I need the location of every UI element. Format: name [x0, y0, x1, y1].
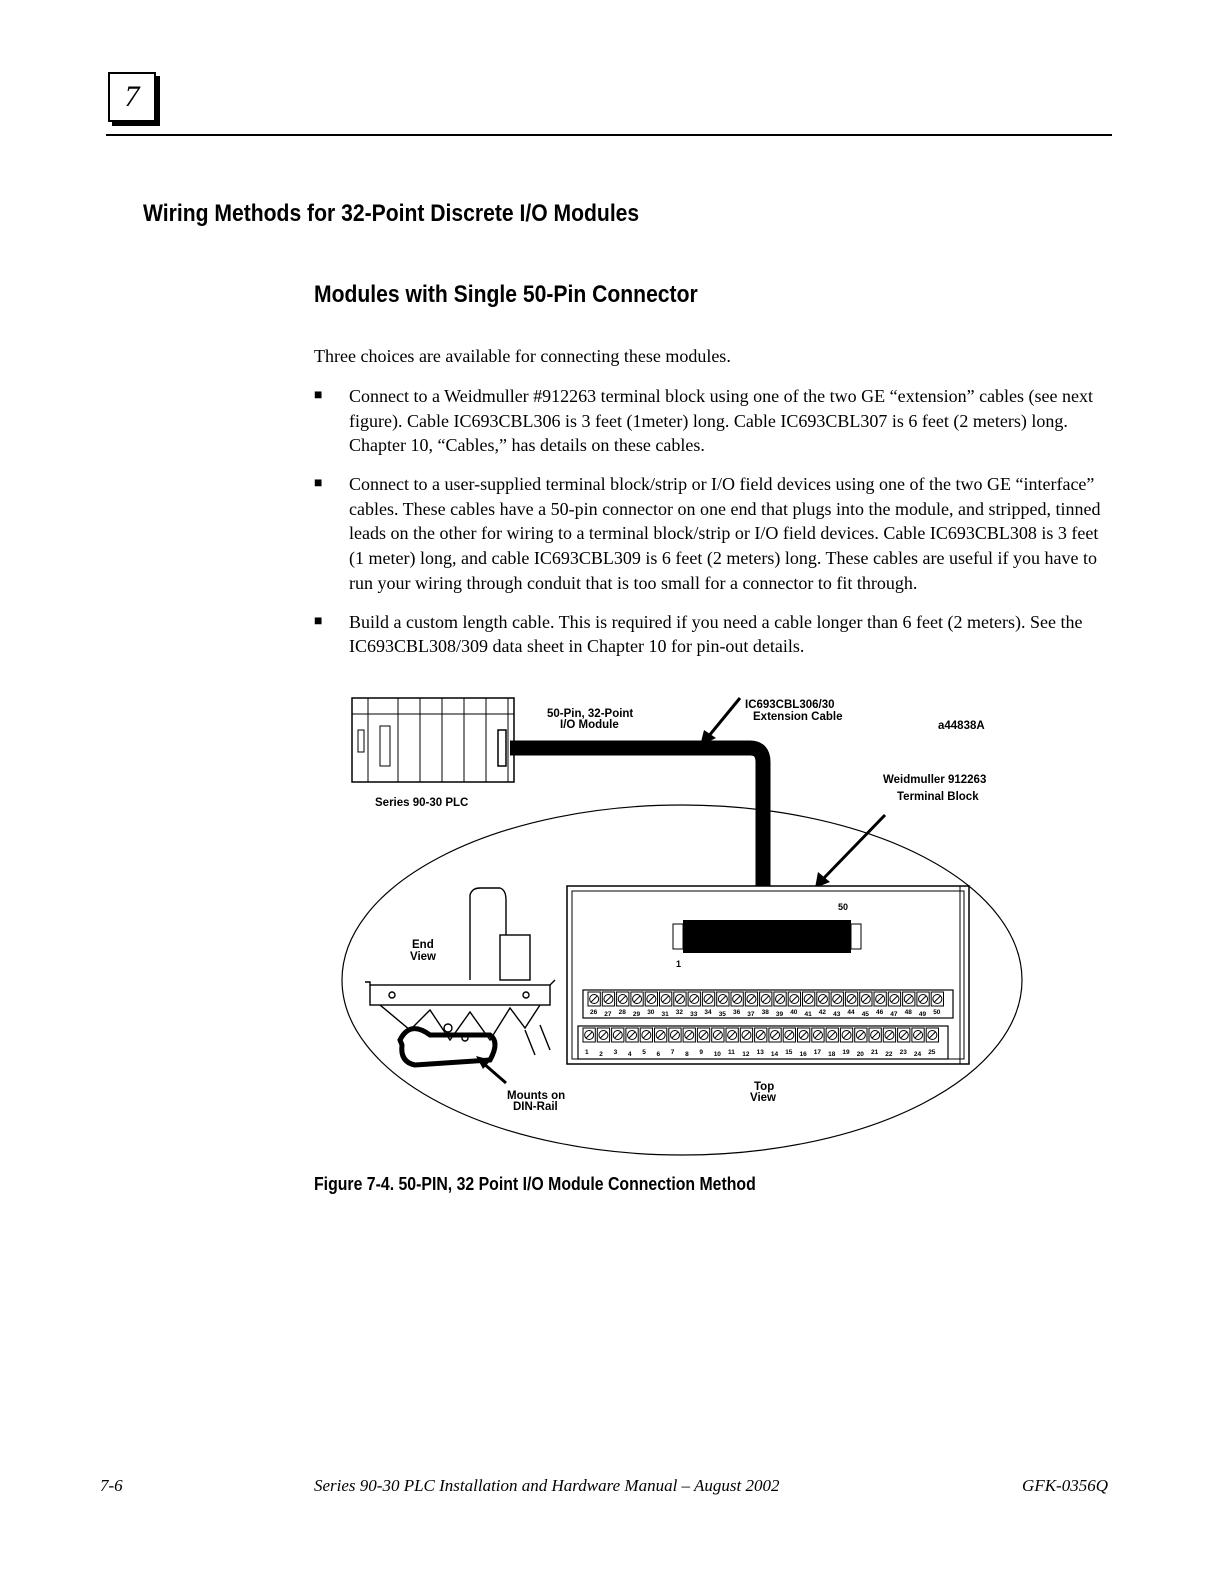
footer-page-number: 7-6 — [100, 1476, 123, 1495]
terminal-number: 4 — [627, 1051, 632, 1058]
terminal-number: 9 — [699, 1049, 704, 1056]
terminal-number: 50 — [933, 1009, 941, 1016]
terminal-number: 31 — [661, 1011, 669, 1018]
block-connector — [683, 920, 851, 953]
terminal-number: 33 — [690, 1011, 698, 1018]
connection-diagram — [340, 690, 1040, 1160]
figure-caption: Figure 7-4. 50-PIN, 32 Point I/O Module Connection Method — [314, 1174, 756, 1194]
terminal-number: 42 — [818, 1009, 827, 1016]
terminal-number: 47 — [890, 1011, 898, 1018]
terminal-number: 11 — [728, 1049, 735, 1056]
top-view-drawing — [567, 886, 969, 1064]
section-title: Wiring Methods for 32-Point Discrete I/O Modules — [143, 200, 640, 227]
terminal-number: 8 — [685, 1051, 689, 1058]
terminal-number: 21 — [871, 1049, 879, 1056]
terminal-number: 29 — [632, 1011, 641, 1018]
terminal-number: 5 — [642, 1049, 646, 1056]
terminal-number: 39 — [775, 1011, 784, 1018]
terminal-number: 3 — [613, 1049, 618, 1056]
top-view-label-line1: Top — [754, 1081, 775, 1093]
terminal-number: 44 — [847, 1009, 855, 1016]
terminal-number: 45 — [861, 1011, 869, 1018]
terminal-number: 41 — [804, 1011, 812, 1018]
plc-rack — [352, 698, 514, 782]
bullet-text: Build a custom length cable. This is required if you need a cable longer than 6 feet (2 meters). See the IC693CBL308/309 data sheet in Chapter 10 for pin-out details. — [349, 611, 1083, 657]
top-view-label-line2: View — [750, 1092, 776, 1104]
terminal-number: 26 — [590, 1009, 598, 1016]
subsection-title: Modules with Single 50-Pin Connector — [314, 281, 698, 308]
terminal-number: 14 — [770, 1051, 779, 1058]
terminal-number: 34 — [704, 1009, 712, 1016]
terminal-number: 15 — [785, 1049, 793, 1056]
block-label-line1: Weidmuller 912263 — [883, 774, 987, 786]
pin50-label: 50 — [838, 902, 849, 912]
bullet-item — [314, 472, 1114, 595]
terminal-number: 19 — [842, 1049, 850, 1056]
end-view-drawing — [365, 888, 555, 1065]
bullet-text: Connect to a user-supplied terminal block/strip or I/O field devices using one of the two GE “interface” cables. These cables have a 50-pin connector on one end that plugs into the module, and stripped, tinned leads on the other for wiring to a terminal block/strip or I/O field devices. Cable IC693CBL308 is 3 feet (1 meter) long, and cable IC693CBL309 is 6 feet (2 meters) long. These cables are useful if you have to run your wiring through conduit that is too small for a connector to fit through. — [349, 474, 1101, 593]
bullet-item — [314, 610, 1114, 659]
terminal-number: 22 — [885, 1051, 893, 1058]
terminal-number: 16 — [799, 1051, 807, 1058]
mounts-label-line2: DIN-Rail — [513, 1101, 558, 1113]
cable-arrow — [700, 698, 740, 746]
terminal-number: 43 — [833, 1011, 841, 1018]
intro-paragraph: Three choices are available for connecting these modules. — [314, 346, 731, 366]
terminal-number: 35 — [718, 1011, 726, 1018]
terminal-number: 24 — [913, 1051, 922, 1058]
footer-title: Series 90-30 PLC Installation and Hardware Manual – August 2002 — [314, 1476, 780, 1495]
end-view-label-line2: View — [410, 951, 436, 963]
terminal-number: 37 — [747, 1011, 755, 1018]
terminal-number: 38 — [761, 1009, 769, 1016]
terminal-number: 30 — [647, 1009, 655, 1016]
block-label-line2: Terminal Block — [897, 791, 979, 803]
terminal-number: 48 — [904, 1009, 912, 1016]
terminal-number: 32 — [675, 1009, 684, 1016]
terminal-number: 1 — [585, 1049, 589, 1056]
terminal-number: 6 — [656, 1051, 661, 1058]
terminal-number: 46 — [876, 1009, 884, 1016]
end-view-label-line1: End — [412, 939, 434, 951]
bullet-text: Connect to a Weidmuller #912263 terminal block using one of the two GE “extension” cables (see next figure). Cable IC693CBL306 is 3 feet (1meter) long. Cable IC693CBL307 is 6 feet (2 meters) long. Chapter 10, “Cables,” has details on these cables. — [349, 386, 1094, 456]
module-label-line1: 50-Pin, 32-Point — [547, 708, 634, 720]
footer-doc-id: GFK-0356Q — [1022, 1476, 1108, 1495]
bullet-mark: ■ — [314, 388, 323, 403]
terminal-number: 49 — [918, 1011, 927, 1018]
terminal-number: 25 — [928, 1049, 936, 1056]
terminal-number: 40 — [790, 1009, 798, 1016]
chapter-number-box — [108, 72, 156, 122]
header-rule — [106, 134, 1112, 136]
bullet-mark: ■ — [314, 476, 323, 492]
terminal-number: 18 — [828, 1051, 836, 1058]
block-arrow — [815, 815, 885, 888]
terminal-number: 10 — [713, 1051, 721, 1058]
cable-label-line1: IC693CBL306/30 — [745, 699, 835, 711]
bullet-mark: ■ — [314, 613, 323, 629]
bullet-item — [314, 384, 1114, 458]
terminal-number: 36 — [733, 1009, 741, 1016]
terminal-number: 13 — [756, 1049, 764, 1056]
terminal-number: 7 — [670, 1049, 675, 1056]
chapter-number: 7 — [124, 80, 140, 113]
terminal-number: 23 — [899, 1049, 907, 1056]
terminal-number: 20 — [856, 1051, 864, 1058]
terminal-number: 2 — [599, 1051, 603, 1058]
terminal-number: 17 — [813, 1049, 822, 1056]
terminal-number: 28 — [618, 1009, 626, 1016]
mounts-label-line1: Mounts on — [507, 1090, 566, 1102]
cable-label-line2: Extension Cable — [753, 711, 843, 723]
pin1-label: 1 — [676, 959, 682, 969]
terminal-number: 27 — [604, 1011, 612, 1018]
bullet-list — [314, 384, 1114, 673]
module-label-line2: I/O Module — [560, 719, 619, 731]
terminal-number: 12 — [742, 1051, 750, 1058]
figure-id: a44838A — [938, 720, 985, 732]
plc-label: Series 90-30 PLC — [375, 797, 469, 809]
